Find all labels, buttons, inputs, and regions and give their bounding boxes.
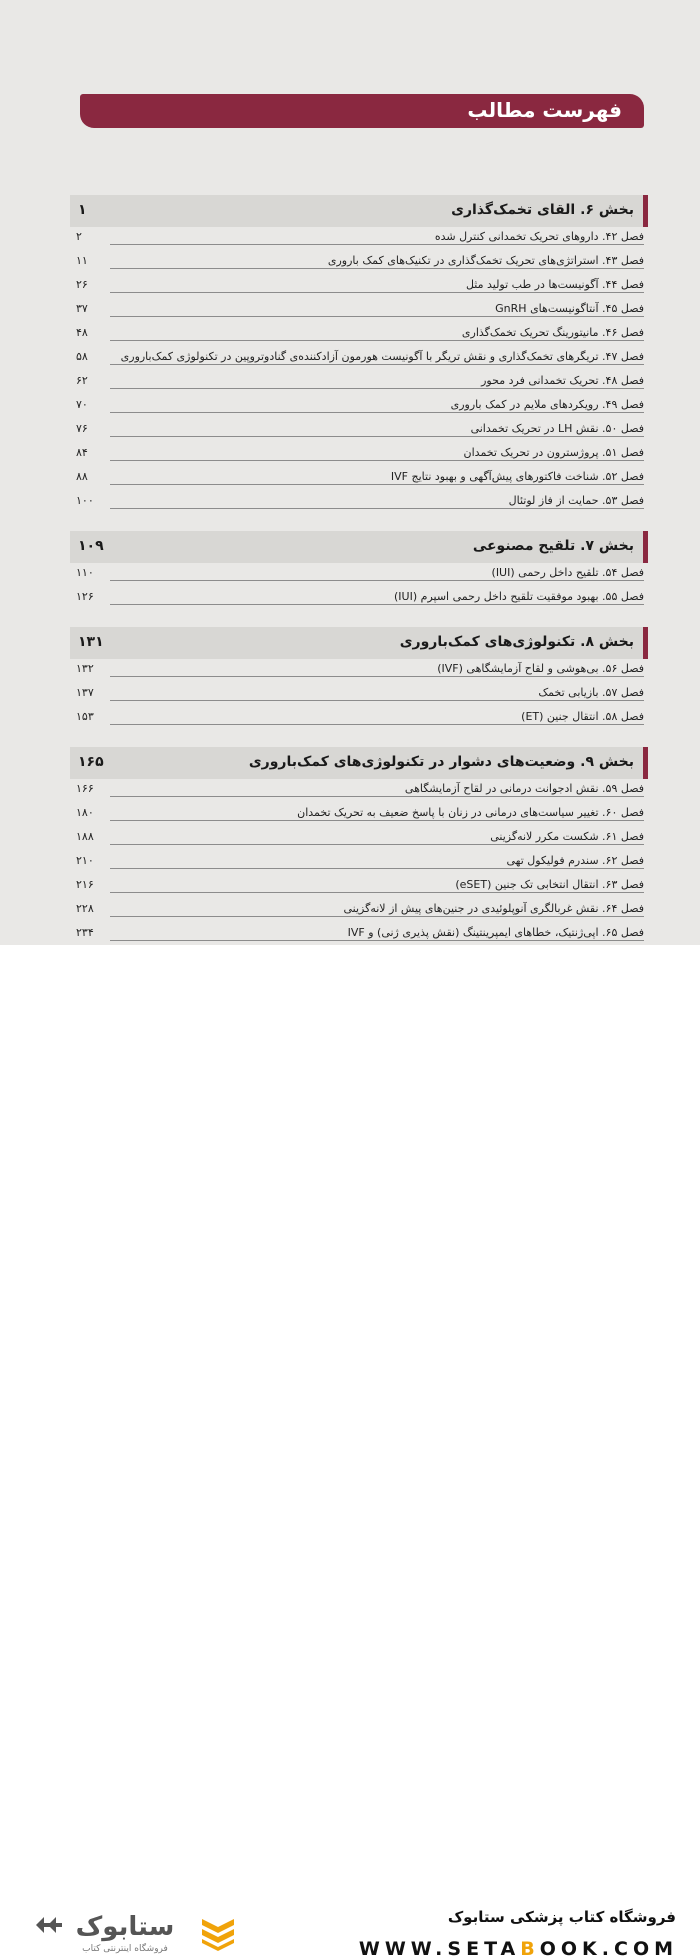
chapter-page-number: ۲۱۰ <box>76 854 94 867</box>
chapter-title: فصل ۵۵. بهبود موفقیت تلقیح داخل رحمی اسپرم (IUI) <box>390 590 644 603</box>
part-title: بخش ۸. تکنولوژی‌های کمک‌باروری <box>399 634 634 650</box>
chapter-page-number: ۱۳۷ <box>76 686 94 699</box>
toc-entry[interactable] <box>70 419 648 443</box>
part-accent-bar <box>643 531 648 563</box>
part-heading <box>70 627 648 659</box>
leader-line <box>110 388 644 389</box>
toc-entry[interactable] <box>70 467 648 491</box>
chapter-page-number: ۱۵۳ <box>76 710 94 723</box>
toc-title: فهرست مطالب <box>467 98 622 122</box>
chapter-title: فصل ۶۵. اپی‌ژنتیک، خطاهای ایمپرینتینگ (نقش پذیری ژنی) و IVF <box>344 926 644 939</box>
leader-line <box>110 892 644 893</box>
part-accent-bar <box>643 195 648 227</box>
chapter-page-number: ۱۸۰ <box>76 806 94 819</box>
part-heading <box>70 747 648 779</box>
part-heading <box>70 195 648 227</box>
leader-line <box>110 796 644 797</box>
toc-entry[interactable] <box>70 827 648 851</box>
leader-line <box>110 580 644 581</box>
chapter-page-number: ۲۲۸ <box>76 902 94 915</box>
toc-entry[interactable] <box>70 299 648 323</box>
chapter-title: فصل ۴۷. تریگرهای تخمک‌گذاری و نقش تریگر با آگونیست هورمون آزادکننده‌ی گنادوتروپین در تکنولوژی کمک‌باروری <box>117 350 644 363</box>
part-page-number: ۱ <box>78 202 87 218</box>
part-page-number: ۱۰۹ <box>78 538 104 554</box>
toc-entry[interactable] <box>70 659 648 683</box>
toc-entry[interactable] <box>70 227 648 251</box>
leader-line <box>110 364 644 365</box>
chapter-title: فصل ۵۸. انتقال جنین (ET) <box>517 710 644 723</box>
toc-entry[interactable] <box>70 707 648 731</box>
leader-line <box>110 244 644 245</box>
setabook-logo <box>30 1905 180 1955</box>
part-accent-bar <box>643 747 648 779</box>
leader-line <box>110 676 644 677</box>
toc-entry[interactable] <box>70 347 648 371</box>
toc-entry[interactable] <box>70 563 648 587</box>
part-title: بخش ۶. القای تخمک‌گذاری <box>451 202 634 218</box>
chapter-page-number: ۱۱۰ <box>76 566 94 579</box>
chapter-page-number: ۱۰۰ <box>76 494 94 507</box>
toc-entry[interactable] <box>70 395 648 419</box>
toc-entry[interactable] <box>70 371 648 395</box>
leader-line <box>110 292 644 293</box>
footer <box>0 945 700 1960</box>
chapter-page-number: ۱۱ <box>76 254 88 267</box>
logo-subtitle: فروشگاه اینترنتی کتاب <box>82 1944 168 1954</box>
toc-entry[interactable] <box>70 323 648 347</box>
part-title: بخش ۷. تلقیح مصنوعی <box>472 538 634 554</box>
part-heading <box>70 531 648 563</box>
leader-line <box>110 916 644 917</box>
chapter-title: فصل ۵۳. حمایت از فاز لوتئال <box>505 494 644 507</box>
chapter-title: فصل ۴۸. تحریک تخمدانی فرد محور <box>477 374 644 387</box>
chapter-title: فصل ۴۵. آنتاگونیست‌های GnRH <box>491 302 644 315</box>
store-name: فروشگاه کتاب پزشکی ستابوک <box>447 1908 676 1926</box>
toc-entry[interactable] <box>70 491 648 515</box>
chapter-page-number: ۷۰ <box>76 398 88 411</box>
chapter-page-number: ۲۳۴ <box>76 926 94 939</box>
leader-line <box>110 460 644 461</box>
store-url-accent: B <box>520 1938 540 1960</box>
toc-entry[interactable] <box>70 899 648 923</box>
chapter-title: فصل ۵۰. نقش LH در تحریک تخمدانی <box>467 422 644 435</box>
chapter-title: فصل ۵۷. بازیابی تخمک <box>534 686 644 699</box>
chapter-page-number: ۷۶ <box>76 422 88 435</box>
toc-entry[interactable] <box>70 803 648 827</box>
leader-line <box>110 436 644 437</box>
part-page-number: ۱۶۵ <box>78 754 104 770</box>
chapter-title: فصل ۶۲. سندرم فولیکول تهی <box>502 854 644 867</box>
leader-line <box>110 868 644 869</box>
leader-line <box>110 700 644 701</box>
chapter-page-number: ۳۷ <box>76 302 88 315</box>
leader-line <box>110 844 644 845</box>
leader-line <box>110 268 644 269</box>
part-page-number: ۱۳۱ <box>78 634 104 650</box>
book-page <box>0 0 700 945</box>
chapter-title: فصل ۵۲. شناخت فاکتورهای پیش‌آگهی و بهبود نتایج IVF <box>387 470 644 483</box>
chapter-title: فصل ۵۴. تلقیح داخل رحمی (IUI) <box>488 566 644 579</box>
part-title: بخش ۹. وضعیت‌های دشوار در تکنولوژی‌های کمک‌باروری <box>248 754 634 770</box>
chapter-page-number: ۲۱۶ <box>76 878 94 891</box>
part-accent-bar <box>643 627 648 659</box>
store-url[interactable] <box>359 1938 678 1960</box>
leader-line <box>110 820 644 821</box>
chapter-title: فصل ۶۰. تغییر سیاست‌های درمانی در زنان با پاسخ ضعیف به تحریک تخمدان <box>293 806 644 819</box>
chapter-title: فصل ۴۶. مانیتورینگ تحریک تخمک‌گذاری <box>458 326 644 339</box>
chapter-page-number: ۵۸ <box>76 350 88 363</box>
leader-line <box>110 484 644 485</box>
leader-line <box>110 340 644 341</box>
table-of-contents <box>70 195 648 947</box>
toc-entry[interactable] <box>70 251 648 275</box>
leader-line <box>110 604 644 605</box>
leader-line <box>110 508 644 509</box>
chapter-title: فصل ۶۳. انتقال انتخابی تک جنین (eSET) <box>451 878 644 891</box>
store-url-prefix: WWW.SETA <box>358 1938 521 1960</box>
chapter-title: فصل ۴۳. استراتژی‌های تحریک تخمک‌گذاری در تکنیک‌های کمک باروری <box>324 254 644 267</box>
toc-entry[interactable] <box>70 683 648 707</box>
chapter-title: فصل ۶۱. شکست مکرر لانه‌گزینی <box>486 830 644 843</box>
toc-entry[interactable] <box>70 587 648 611</box>
chapter-page-number: ۶۲ <box>76 374 88 387</box>
chapter-page-number: ۱۶۶ <box>76 782 94 795</box>
leader-line <box>110 412 644 413</box>
chapter-title: فصل ۶۴. نقش غربالگری آنوپلوئیدی در جنین‌های پیش از لانه‌گزینی <box>339 902 644 915</box>
chapter-title: فصل ۴۴. آگونیست‌ها در طب تولید مثل <box>462 278 644 291</box>
leader-line <box>110 940 644 941</box>
chapter-title: فصل ۴۹. رویکردهای ملایم در کمک باروری <box>447 398 644 411</box>
chapter-page-number: ۲ <box>76 230 82 243</box>
toc-entry[interactable] <box>70 851 648 875</box>
chapter-page-number: ۲۶ <box>76 278 88 291</box>
chapter-title: فصل ۵۶. بی‌هوشی و لقاح آزمایشگاهی (IVF) <box>433 662 644 675</box>
toc-entry[interactable] <box>70 875 648 899</box>
toc-entry[interactable] <box>70 923 648 947</box>
toc-entry[interactable] <box>70 443 648 467</box>
toc-header <box>80 94 644 128</box>
chapter-page-number: ۸۸ <box>76 470 88 483</box>
leader-line <box>110 316 644 317</box>
toc-entry[interactable] <box>70 779 648 803</box>
chapter-page-number: ۸۴ <box>76 446 88 459</box>
store-url-suffix: OOK.COM <box>539 1938 678 1960</box>
chapter-title: فصل ۵۱. پروژسترون در تحریک تخمدان <box>460 446 644 459</box>
book-stack-icon <box>198 1913 238 1951</box>
chapter-title: فصل ۴۲. داروهای تحریک تخمدانی کنترل شده <box>431 230 644 243</box>
logo-text: ستابوک <box>75 1912 175 1942</box>
leader-line <box>110 724 644 725</box>
chapter-page-number: ۱۸۸ <box>76 830 94 843</box>
chapter-title: فصل ۵۹. نقش ادجوانت درمانی در لقاح آزمایشگاهی <box>401 782 644 795</box>
toc-entry[interactable] <box>70 275 648 299</box>
chapter-page-number: ۴۸ <box>76 326 88 339</box>
chapter-page-number: ۱۳۲ <box>76 662 94 675</box>
chapter-page-number: ۱۲۶ <box>76 590 94 603</box>
